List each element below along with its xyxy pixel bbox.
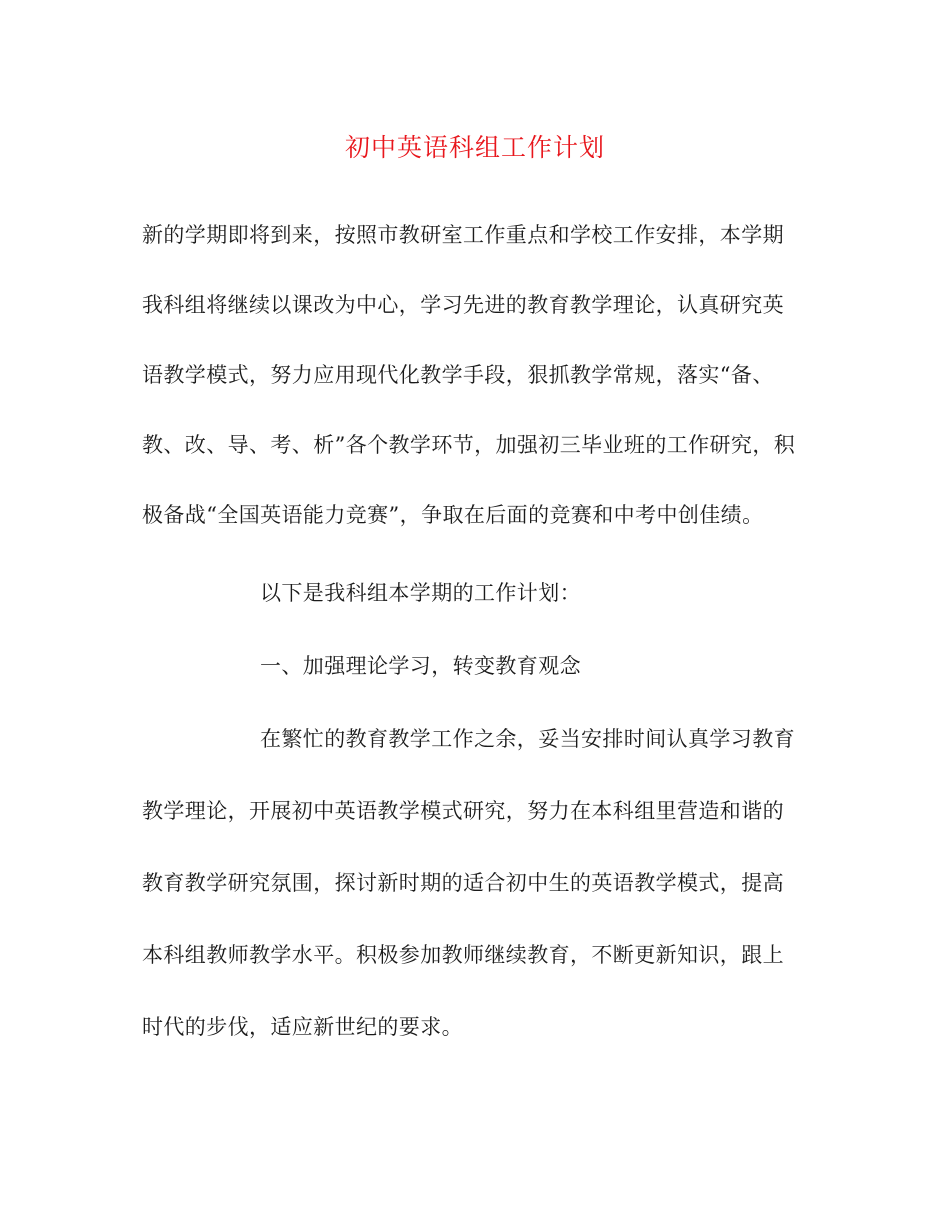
document-title: 初中英语科组工作计划: [344, 133, 605, 162]
paragraph-1-line-3: 语教学模式，努力应用现代化教学手段，狠抓教学常规，落实“备、: [142, 363, 774, 387]
paragraph-1-line-4: 教、改、导、考、析”各个教学环节，加强初三毕业班的工作研究，积: [142, 433, 796, 457]
paragraph-2-line-2: 教学理论，开展初中英语教学模式研究，努力在本科组里营造和谐的: [142, 799, 784, 823]
paragraph-1-line-2: 我科组将继续以课改为中心，学习先进的教育教学理论，认真研究英: [142, 293, 784, 317]
paragraph-1-line-1: 新的学期即将到来，按照市教研室工作重点和学校工作安排，本学期: [142, 223, 784, 247]
paragraph-2-line-1: 在繁忙的教育教学工作之余，妥当安排时间认真学习教育: [260, 727, 795, 751]
plan-intro-line: 以下是我科组本学期的工作计划：: [260, 581, 581, 605]
paragraph-2-line-5: 时代的步伐，适应新世纪的要求。: [142, 1015, 463, 1039]
section-1-heading: 一、加强理论学习，转变教育观念: [260, 654, 581, 678]
paragraph-1-line-5: 极备战“全国英语能力竞赛”，争取在后面的竞赛和中考中创佳绩。: [142, 503, 764, 527]
paragraph-2-line-3: 教育教学研究氛围，探讨新时期的适合初中生的英语教学模式，提高: [142, 871, 784, 895]
paragraph-2-line-4: 本科组教师教学水平。积极参加教师继续教育，不断更新知识，跟上: [142, 943, 784, 967]
